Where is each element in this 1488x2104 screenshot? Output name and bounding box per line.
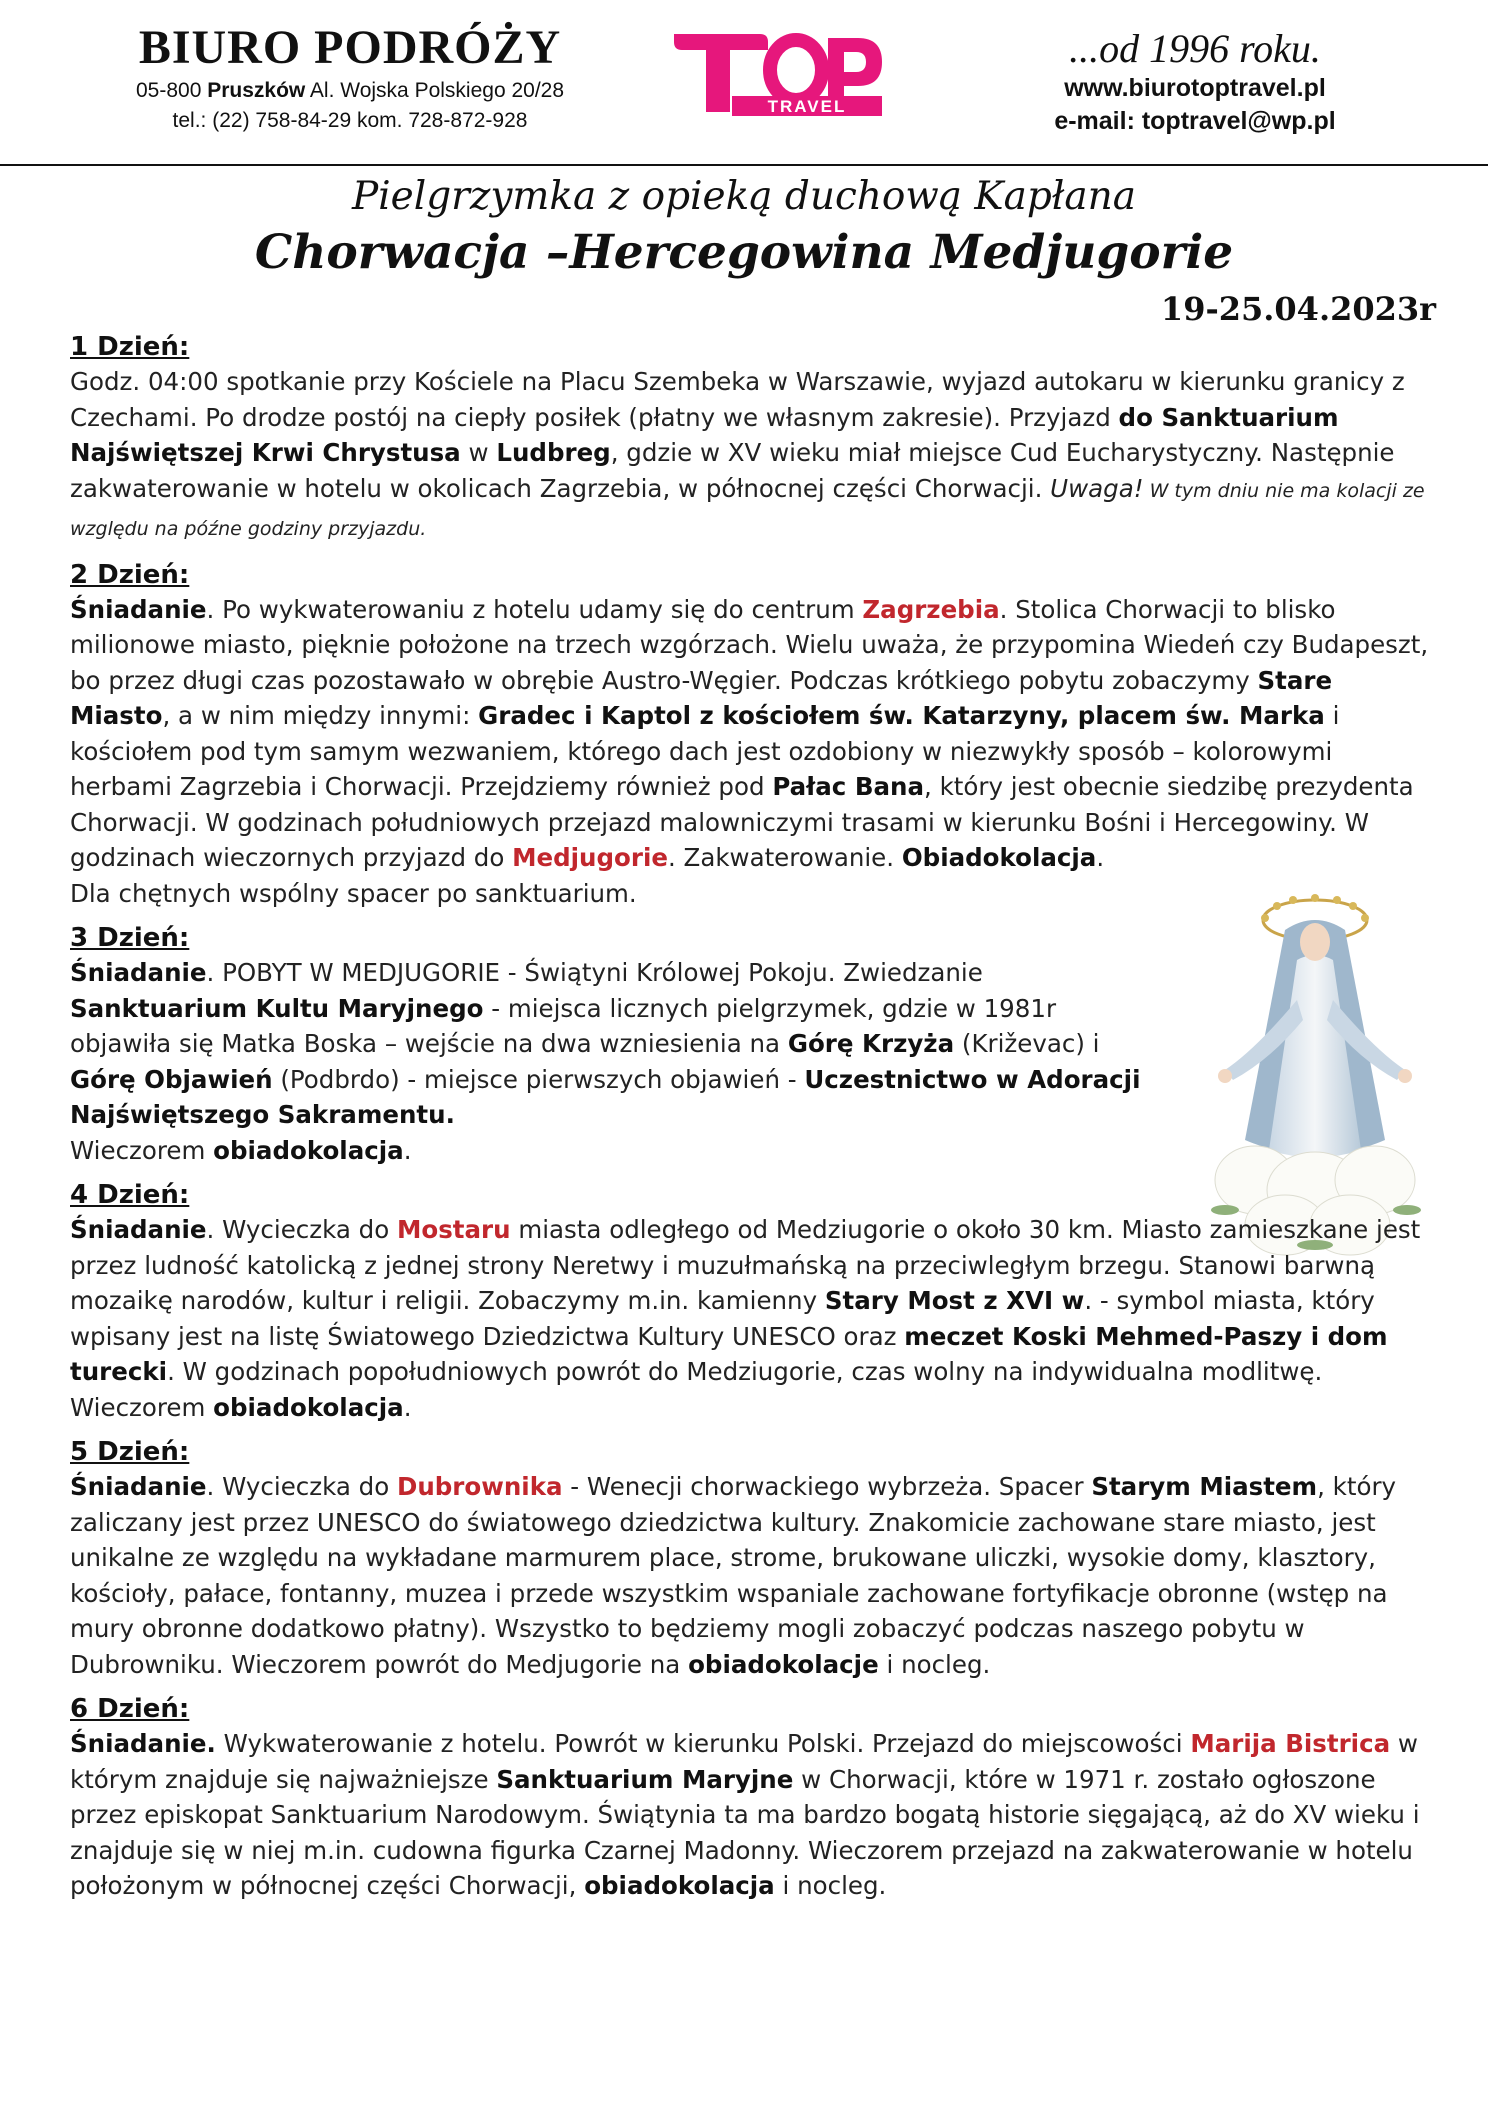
text: . Stolica Chorwacji to blisko milionowe miasto, pięknie położone na trzech wzgórzach. Wielu uważa, że przypomina Wiedeń czy Budapeszt, bo przez długi czas pozostawało w obrębie Austro-Węgier. Podczas krótkiego pobytu zobaczymy [70,594,1429,695]
website: www.biurotoptravel.pl [1064,74,1326,102]
address-post: Al. Wojska Polskiego 20/28 [305,79,565,102]
page-subtitle: Pielgrzymka z opieką duchową Kapłana [351,174,1137,219]
text: Wykwaterowanie z hotelu. Powrót w kierunku Polski. Przejazd do miejscowości [215,1729,1191,1758]
place-name: Zagrzebia [862,594,1000,624]
text: miasta odległego od Medziugorie o około 30 km. Miasto zamieszkane jest przez ludność katolicką z jednej strony Neretwy i muzułmańską na przeciwległym brzegu. Stanowi barwną mozaikę narodów, kultur i religii. Zobaczymy m.in. kamienny [70,1215,1421,1315]
bold-text: Stary Most z XVI w [824,1286,1085,1315]
address-pre: 05-800 [135,79,208,102]
day-3 [70,921,1440,1168]
company-name: BIURO PODRÓŻY [138,21,562,74]
text: (Križevac) i [954,1029,1100,1058]
text: . Wycieczka do [206,1472,397,1501]
phone-line: tel.: (22) 758-84-29 kom. 728-872-928 [172,109,528,132]
text: . Wycieczka do [206,1215,397,1244]
text: . [403,1135,412,1165]
day-label: 1 Dzień: [70,332,190,362]
bold-text: Śniadanie [70,958,207,987]
day-text [70,1212,1440,1425]
text: , gdzie w XV wieku miał miejsce Cud Eucharystyczny. Następnie zakwaterowanie w hotelu w okolicach Zagrzebia, w północnej części Chorwacji. [70,438,1395,503]
text: w którym znajduje się najważniejsze [70,1729,1418,1794]
day-4 [70,1178,1440,1425]
bold-text: Gradec i Kaptol z kościołem św. Katarzyny, placem św. Marka [478,701,1325,730]
email: e-mail: toptravel@wp.pl [1054,107,1336,135]
bold-text: obiadokolacja [584,1871,775,1900]
bold-text: Śniadanie [70,1472,207,1501]
bold-text: obiadokolacja [213,1135,404,1165]
place-name: Mostaru [396,1215,511,1244]
place-name: Medjugorie [512,843,668,872]
day-6 [70,1692,1440,1904]
bold-text: Ludbreg [496,438,611,467]
place-name: Marija Bistrica [1190,1729,1391,1758]
bold-text: Obiadokolacja [901,843,1097,872]
day-label: 4 Dzień: [70,1180,190,1210]
day-text [70,1469,1440,1682]
day-text [70,592,1440,912]
day-1 [70,330,1440,548]
bold-text: obiadokolacje [688,1649,879,1679]
text: , a w nim między innymi: [162,701,479,730]
top-travel-logo [668,26,888,122]
bold-text: do Sanktuarium Najświętszej Krwi Chrystusa [70,402,1339,467]
itinerary [70,330,1440,1914]
text: i nocleg. [878,1649,991,1679]
text: w Chorwacji, które w 1971 r. zostało ogłoszone przez episkopat Sanktuarium Narodowym. Świątynia ta ma bardzo bogatą historie sięgającą, aż do XV wieku i znajduje się w niej m.in. cudowna figurka Czarnej Madonny. Wieczorem przejazd na zakwaterowanie w hotelu położonym w północnej części Chorwacji, [70,1764,1420,1900]
bold-text: Sanktuarium Kultu Maryjnego [70,993,484,1023]
text: . Po wykwaterowaniu z hotelu udamy się do centrum [206,594,863,624]
text: - miejsca licznych pielgrzymek, gdzie w 1981r objawiła się Matka Boska – wejście na dwa wzniesienia na [70,993,1057,1058]
text: Wieczorem [70,1135,214,1165]
bold-text: Górę Objawień [70,1064,273,1094]
header-left [90,20,610,136]
bold-text: Śniadanie [70,594,207,624]
text: . Zakwaterowanie. [667,843,902,872]
bold-text: Uczestnictwo w Adoracji Najświętszego Sakramentu. [70,1064,1141,1129]
since-line: ...od 1996 roku. [1069,26,1321,71]
text: (Podbrdo) - miejsce pierwszych objawień - [272,1064,805,1094]
day-label: 2 Dzień: [70,559,190,590]
bold-text: Śniadanie. [70,1729,216,1758]
bold-text: Starym Miastem [1091,1472,1318,1501]
text: . POBYT W MEDJUGORIE - Świątyni Królowej Pokoju. Zwiedzanie [206,958,983,987]
bold-text: Stare Miasto [70,665,1333,730]
trip-dates: 19-25.04.2023r [1160,290,1436,328]
day-text [70,1726,1440,1904]
day-5 [70,1435,1440,1682]
header-divider [0,164,1488,166]
address-city: Pruszków [207,79,306,102]
text: , który zaliczany jest przez UNESCO do światowego dziedzictwa kultury. Znakomicie zachowane stare miasto, jest unikalne ze względu na wykładane marmurem place, strome, brukowane uliczki, wysokie domy, klasztory, kościoły, pałace, fontanny, muzea i przede wszystkim wspaniale zachowane fortyfikacje obronne (wstęp na mury obronne dodatkowo płatny). Wszystko to będziemy mogli zobaczyć podczas naszego pobytu w Dubrowniku. Wieczorem powrót do Medjugorie na [70,1472,1397,1679]
bold-text: Śniadanie [70,1215,207,1244]
bold-text: Sanktuarium Maryjne [496,1764,794,1794]
place-name: Dubrownika [396,1472,563,1501]
bold-text: obiadokolacja [213,1392,404,1422]
text: w [460,438,497,467]
day-text [70,955,1150,1168]
logo-letter-o [770,40,822,100]
text: . [403,1392,412,1422]
text: Godz. 04:00 spotkanie przy Kościele na Placu Szembeka w Warszawie, wyjazd autokaru w kierunku granicy z Czechami. Po drodze postój na ciepły posiłek (płatny we własnym zakresie). Przyjazd [70,367,1405,432]
text: . W godzinach popołudniowych powrót do Medziugorie, czas wolny na indywidualna modlitwę. Wieczorem [70,1357,1323,1422]
note-text: W tym dniu nie ma kolacji ze względu na późne godziny przyjazdu. [70,479,1425,540]
day-label: 3 Dzień: [70,923,190,953]
text: i kościołem pod tym samym wezwaniem, którego dach jest ozdobiony w niezwykły sposób – kolorowymi herbami Zagrzebia i Chorwacji. Przejdziemy również pod [70,701,1340,801]
day-label: 5 Dzień: [70,1437,190,1467]
text: - Wenecji chorwackiego wybrzeża. Spacer [562,1472,1092,1501]
header-right [960,26,1430,138]
day-label: 6 Dzień: [70,1694,190,1724]
bold-text: Górę Krzyża [787,1029,955,1058]
address-line [90,76,610,106]
text: i nocleg. [774,1871,887,1900]
text: . [1096,843,1105,872]
page-title: Chorwacja –Hercegowina Medjugorie [254,225,1234,280]
text: , który jest obecnie siedzibę prezydenta Chorwacji. W godzinach południowych przejazd malowniczymi trasami w kierunku Bośni i Hercegowiny. W godzinach wieczornych przyjazd do [70,772,1414,872]
day-text [70,364,1440,548]
logo-sub-text: TRAVEL [767,97,847,116]
bold-text: meczet Koski Mehmed-Paszy i dom turecki [70,1321,1388,1386]
bold-text: Pałac Bana [772,772,925,801]
text: Dla chętnych wspólny spacer po sanktuarium. [70,878,637,908]
note-lead: Uwaga! [1050,473,1144,503]
day-2 [70,558,1440,912]
text: . - symbol miasta, który wpisany jest na listę Światowego Dziedzictwa Kultury UNESCO oraz [70,1286,1375,1351]
